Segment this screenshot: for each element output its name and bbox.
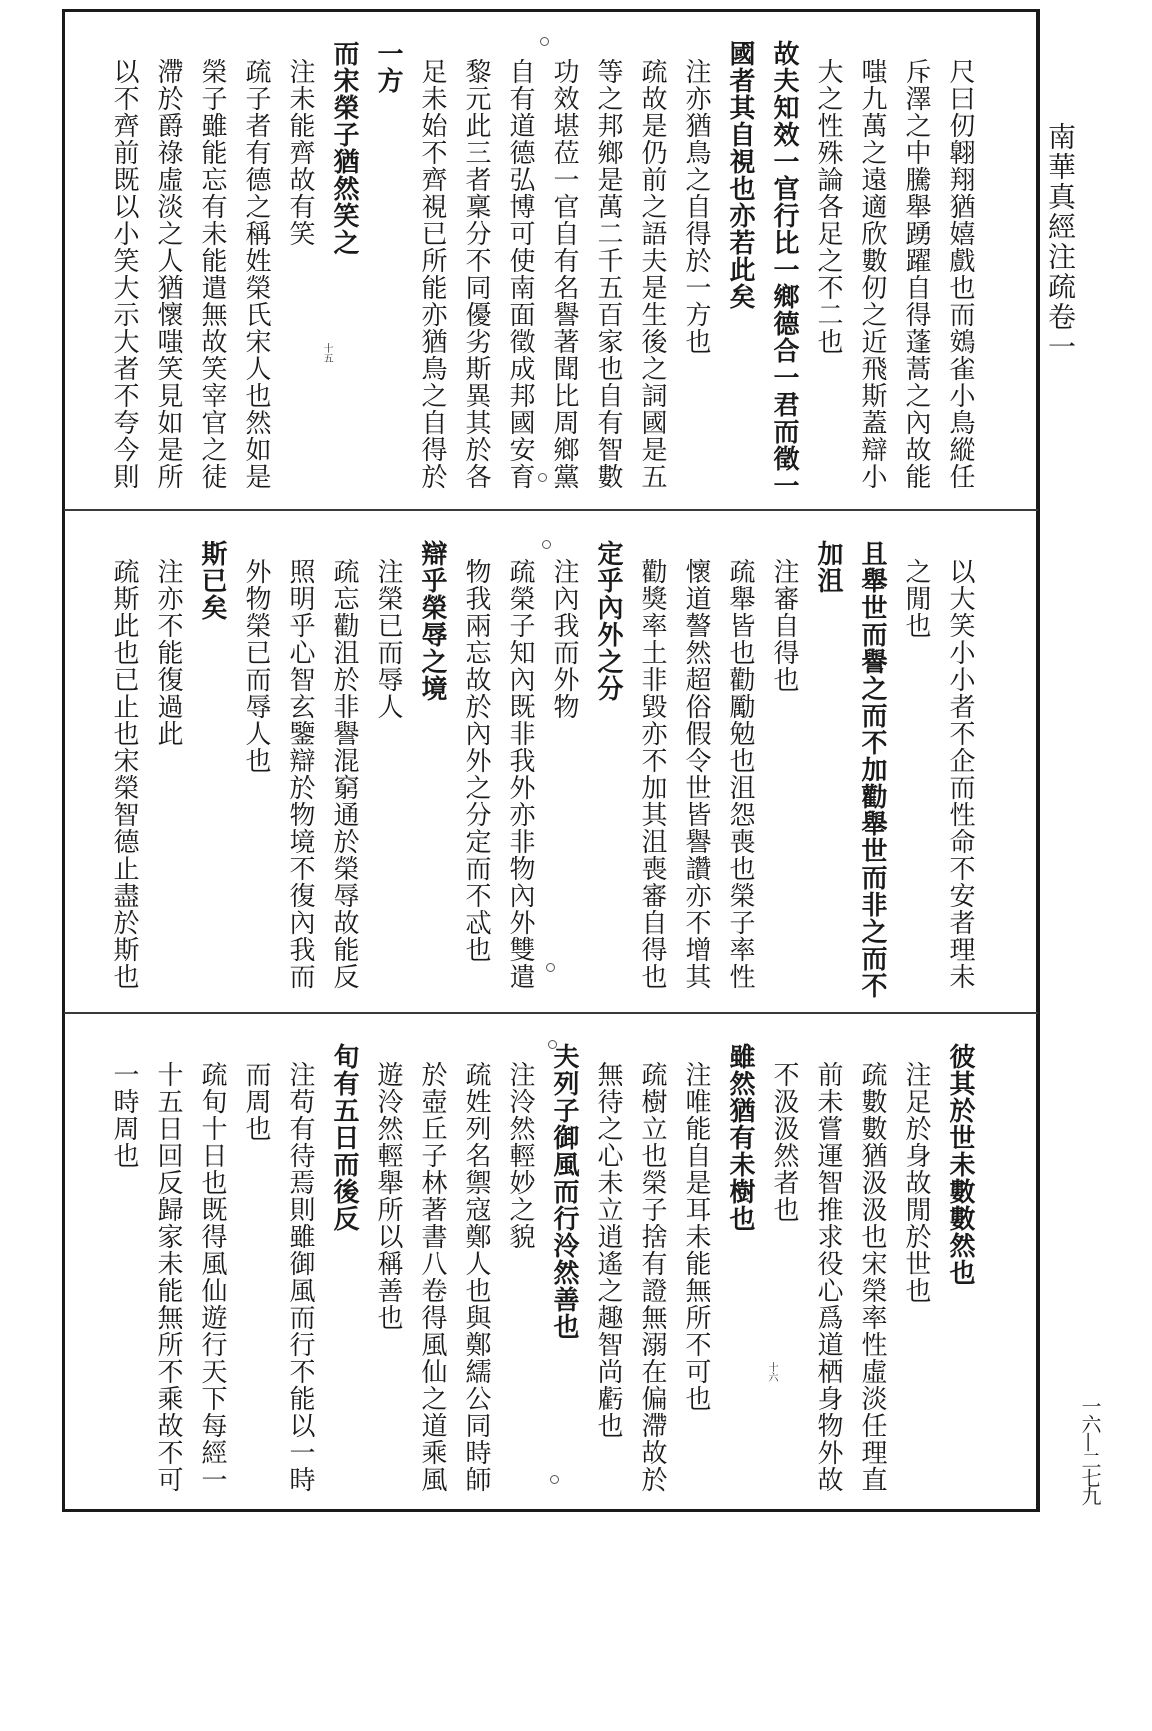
- commentary-column: 注泠然輕妙之貌: [505, 1061, 535, 1250]
- commentary-column: 疏故是仍前之語夫是生後之詞國是五: [637, 58, 667, 490]
- commentary-column: 照明乎心智玄鑒辯於物境不復內我而: [285, 558, 315, 990]
- register-divider-upper: [64, 509, 1038, 511]
- commentary-column: 疏斯此也已止也宋榮智德止盡於斯也: [109, 558, 139, 990]
- main-text-column: 且舉世而譽之而不加勸舉世而非之而不: [857, 540, 887, 999]
- commentary-column: 以不齊前既以小笑大示大者不夸今則: [109, 58, 139, 490]
- main-text-column: 辯乎榮辱之境: [417, 540, 447, 702]
- main-text-column: 而宋榮子猶然笑之: [329, 40, 359, 256]
- main-text-column: 一方: [373, 40, 403, 94]
- commentary-column: 疏旬十日也既得風仙遊行天下每經一: [197, 1061, 227, 1493]
- commentary-column: 疏忘勸沮於非譽混窮通於榮辱故能反: [329, 558, 359, 990]
- commentary-column: 榮子雖能忘有未能遣無故笑宰官之徒: [197, 58, 227, 490]
- commentary-column: 疏舉皆也勸勵勉也沮怨喪也榮子率性: [725, 558, 755, 990]
- commentary-column: 疏榮子知內既非我外亦非物內外雙遣: [505, 558, 535, 990]
- commentary-column: 於壺丘子林著書八卷得風仙之道乘風: [417, 1061, 447, 1493]
- commentary-column: 而周也: [241, 1061, 271, 1142]
- book-title: 南華真經注疏: [1044, 122, 1077, 302]
- main-text-column: 加沮: [813, 540, 843, 594]
- commentary-column: 懷道謷然超俗假令世皆譽讚亦不增其: [681, 558, 711, 990]
- commentary-column: 一時周也: [109, 1061, 139, 1169]
- commentary-column: 之閒也: [901, 558, 931, 639]
- main-text-column: 旬有五日而後反: [329, 1043, 359, 1232]
- fold-circle-mark: [550, 1475, 559, 1484]
- commentary-column: 尺曰仞翺翔猶嬉戲也而鴳雀小鳥縱任: [945, 58, 975, 490]
- fold-circle-mark: [546, 963, 555, 972]
- register-divider-lower: [64, 1012, 1038, 1014]
- main-text-column: 夫列子御風而行泠然善也: [549, 1043, 579, 1340]
- commentary-column: 滯於爵祿虛淡之人猶懷嗤笑見如是所: [153, 58, 183, 490]
- commentary-column: 黎元此三者稟分不同優劣斯異其於各: [461, 58, 491, 490]
- commentary-column: 注唯能自是耳未能無所不可也: [681, 1061, 711, 1412]
- register-bottom: [62, 1015, 1040, 1510]
- commentary-column: 疏子者有德之稱姓榮氏宋人也然如是: [241, 58, 271, 490]
- commentary-column: 注未能齊故有笑: [285, 58, 315, 247]
- main-text-column: 雖然猶有未樹也: [725, 1043, 755, 1232]
- commentary-column: 注審自得也: [769, 558, 799, 693]
- commentary-column: 注亦不能復過此: [153, 558, 183, 747]
- volume-label: 卷一: [1044, 302, 1077, 362]
- commentary-column: 功效堪莅一官自有名譽著聞比周鄉黨: [549, 58, 579, 490]
- commentary-column: 疏姓列名禦寇鄭人也與鄭繻公同時師: [461, 1061, 491, 1493]
- main-text-column: 定乎內外之分: [593, 540, 623, 702]
- commentary-column: 注內我而外物: [549, 558, 579, 720]
- commentary-column: 大之性殊論各足之不二也: [813, 58, 843, 355]
- fold-circle-mark: [548, 1040, 557, 1049]
- commentary-column: 注榮已而辱人: [373, 558, 403, 720]
- commentary-column: 無待之心未立逍遙之趣智尚虧也: [593, 1061, 623, 1439]
- main-text-column: 斯已矣: [197, 540, 227, 621]
- commentary-column: 等之邦鄉是萬二千五百家也自有智數: [593, 58, 623, 490]
- commentary-column: 物我兩忘故於內外之分定而不忒也: [461, 558, 491, 963]
- commentary-column: 注苟有待焉則雖御風而行不能以一時: [285, 1061, 315, 1493]
- commentary-column: 疏樹立也榮子捨有證無溺在偏滯故於: [637, 1061, 667, 1493]
- commentary-column: 外物榮已而辱人也: [241, 558, 271, 774]
- commentary-column: 疏數數猶汲汲也宋榮率性虛淡任理直: [857, 1061, 887, 1493]
- commentary-column: 注足於身故閒於世也: [901, 1061, 931, 1304]
- commentary-column: 自有道德弘博可使南面徵成邦國安育: [505, 58, 535, 490]
- fold-circle-mark: [538, 473, 547, 482]
- fold-circle-mark: [542, 540, 551, 549]
- commentary-column: 嗤九萬之遠適欣數仞之近飛斯蓋辯小: [857, 58, 887, 490]
- main-text-column: 彼其於世未數數然也: [945, 1043, 975, 1286]
- commentary-column: 斥澤之中騰舉踴躍自得蓬蒿之內故能: [901, 58, 931, 490]
- leaf-marker-top: 十五: [321, 343, 332, 363]
- main-text-column: 國者其自視也亦若此矣: [725, 40, 755, 310]
- register-middle: [62, 512, 1040, 1011]
- commentary-column: 前未嘗運智推求役心爲道栖身物外故: [813, 1061, 843, 1493]
- commentary-column: 遊泠然輕舉所以稱善也: [373, 1061, 403, 1331]
- commentary-column: 以大笑小小者不企而性命不安者理未: [945, 558, 975, 990]
- commentary-column: 足未始不齊視已所能亦猶鳥之自得於: [417, 58, 447, 490]
- leaf-marker-bottom: 十六: [766, 1362, 777, 1382]
- commentary-column: 不汲汲然者也: [769, 1061, 799, 1223]
- fold-circle-mark: [540, 37, 549, 46]
- main-text-column: 故夫知效一官行比一鄉德合一君而徵一: [769, 40, 799, 499]
- commentary-column: 十五日回反歸家未能無所不乘故不可: [153, 1061, 183, 1493]
- commentary-column: 注亦猶鳥之自得於一方也: [681, 58, 711, 355]
- page-number: 一六—二七九: [1078, 1396, 1102, 1504]
- register-top: [62, 12, 1040, 508]
- running-title: [1044, 122, 1110, 362]
- commentary-column: 勸獎率土非毀亦不加其沮喪審自得也: [637, 558, 667, 990]
